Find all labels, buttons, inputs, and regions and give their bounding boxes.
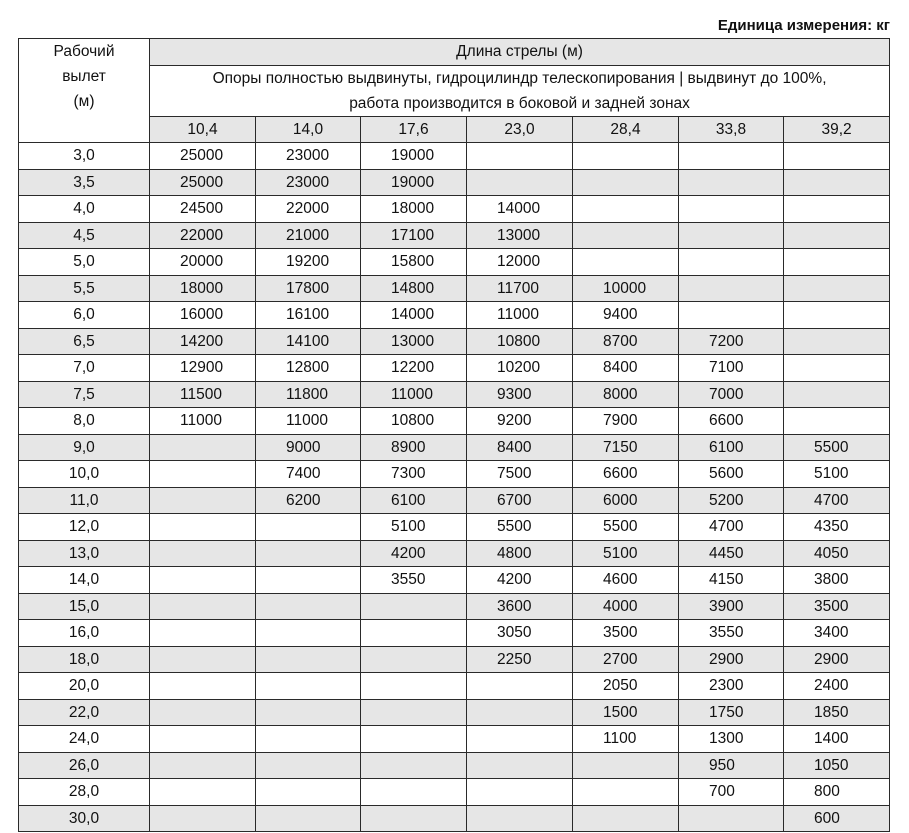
load-value-cell: 14000: [467, 196, 573, 223]
load-value-cell: 22000: [150, 222, 256, 249]
load-value-cell: 3400: [784, 620, 890, 647]
table-row: [19, 514, 890, 541]
load-value-cell: [467, 673, 573, 700]
load-value-cell: 25000: [150, 143, 256, 170]
load-value-cell: 13000: [467, 222, 573, 249]
load-value-cell: 14100: [256, 328, 361, 355]
load-value-cell: [467, 143, 573, 170]
load-value-cell: 4600: [573, 567, 679, 594]
table-row: [19, 222, 890, 249]
load-value-cell: 6100: [679, 434, 784, 461]
load-value-cell: 4050: [784, 540, 890, 567]
load-value-cell: 23000: [256, 169, 361, 196]
load-value-cell: 18000: [361, 196, 467, 223]
load-value-cell: [784, 169, 890, 196]
load-value-cell: 5200: [679, 487, 784, 514]
load-value-cell: [150, 646, 256, 673]
load-value-cell: 1400: [784, 726, 890, 753]
load-value-cell: 1500: [573, 699, 679, 726]
table-row: [19, 673, 890, 700]
load-value-cell: [361, 779, 467, 806]
load-value-cell: 4200: [361, 540, 467, 567]
table-row: [19, 540, 890, 567]
radius-cell: 20,0: [19, 673, 150, 700]
operating-condition: [150, 65, 890, 116]
load-value-cell: 4350: [784, 514, 890, 541]
load-value-cell: [361, 646, 467, 673]
load-value-cell: 6200: [256, 487, 361, 514]
load-value-cell: [150, 461, 256, 488]
load-value-cell: 8400: [467, 434, 573, 461]
load-value-cell: 14200: [150, 328, 256, 355]
radius-header-line3: (м): [73, 93, 95, 110]
table-row: [19, 699, 890, 726]
load-value-cell: 2300: [679, 673, 784, 700]
load-value-cell: 5500: [784, 434, 890, 461]
load-value-cell: 700: [679, 779, 784, 806]
radius-header-line1: Рабочий: [53, 43, 115, 60]
load-value-cell: 1750: [679, 699, 784, 726]
radius-cell: 7,5: [19, 381, 150, 408]
boom-length-col-5: 28,4: [573, 116, 679, 143]
load-value-cell: 11000: [150, 408, 256, 435]
radius-cell: 6,5: [19, 328, 150, 355]
load-value-cell: 6700: [467, 487, 573, 514]
load-value-cell: 7500: [467, 461, 573, 488]
load-value-cell: [150, 620, 256, 647]
load-value-cell: [150, 673, 256, 700]
load-value-cell: 15800: [361, 249, 467, 276]
load-value-cell: 10000: [573, 275, 679, 302]
load-value-cell: 7900: [573, 408, 679, 435]
radius-cell: 24,0: [19, 726, 150, 753]
load-value-cell: [573, 143, 679, 170]
load-value-cell: 7000: [679, 381, 784, 408]
load-value-cell: 3550: [679, 620, 784, 647]
load-value-cell: [361, 752, 467, 779]
load-value-cell: 3550: [361, 567, 467, 594]
load-value-cell: [256, 514, 361, 541]
table-row: [19, 779, 890, 806]
load-value-cell: [784, 408, 890, 435]
load-value-cell: 7400: [256, 461, 361, 488]
radius-cell: 10,0: [19, 461, 150, 488]
load-value-cell: 3500: [573, 620, 679, 647]
radius-header: [19, 39, 150, 143]
load-value-cell: [784, 302, 890, 329]
load-value-cell: 9200: [467, 408, 573, 435]
load-value-cell: 9400: [573, 302, 679, 329]
load-value-cell: 4700: [679, 514, 784, 541]
load-value-cell: [467, 699, 573, 726]
load-value-cell: [573, 805, 679, 832]
load-value-cell: 1050: [784, 752, 890, 779]
radius-cell: 5,0: [19, 249, 150, 276]
radius-cell: 6,0: [19, 302, 150, 329]
load-value-cell: [784, 143, 890, 170]
load-value-cell: 7200: [679, 328, 784, 355]
load-value-cell: 21000: [256, 222, 361, 249]
load-value-cell: 12800: [256, 355, 361, 382]
load-value-cell: [573, 222, 679, 249]
load-value-cell: 14000: [361, 302, 467, 329]
load-value-cell: [150, 540, 256, 567]
load-value-cell: 6100: [361, 487, 467, 514]
load-value-cell: [361, 726, 467, 753]
load-value-cell: [150, 487, 256, 514]
load-value-cell: 16100: [256, 302, 361, 329]
table-row: [19, 355, 890, 382]
radius-cell: 15,0: [19, 593, 150, 620]
load-value-cell: 18000: [150, 275, 256, 302]
load-value-cell: 19000: [361, 143, 467, 170]
load-value-cell: 11000: [361, 381, 467, 408]
load-value-cell: [573, 169, 679, 196]
load-value-cell: 10800: [361, 408, 467, 435]
load-value-cell: 1100: [573, 726, 679, 753]
load-value-cell: 4150: [679, 567, 784, 594]
load-value-cell: [150, 593, 256, 620]
table-row: [19, 143, 890, 170]
load-value-cell: 11000: [256, 408, 361, 435]
load-value-cell: [256, 540, 361, 567]
load-value-cell: [256, 620, 361, 647]
table-row: [19, 461, 890, 488]
load-value-cell: [467, 805, 573, 832]
load-value-cell: 2700: [573, 646, 679, 673]
load-value-cell: 2250: [467, 646, 573, 673]
radius-cell: 14,0: [19, 567, 150, 594]
load-value-cell: [256, 567, 361, 594]
load-value-cell: [150, 805, 256, 832]
load-value-cell: 12900: [150, 355, 256, 382]
load-value-cell: 8700: [573, 328, 679, 355]
load-value-cell: [256, 673, 361, 700]
load-value-cell: 5100: [361, 514, 467, 541]
load-value-cell: [467, 726, 573, 753]
load-value-cell: 19200: [256, 249, 361, 276]
load-value-cell: 24500: [150, 196, 256, 223]
load-value-cell: 13000: [361, 328, 467, 355]
load-value-cell: 20000: [150, 249, 256, 276]
load-value-cell: [256, 805, 361, 832]
radius-cell: 30,0: [19, 805, 150, 832]
load-value-cell: 2050: [573, 673, 679, 700]
load-value-cell: 11000: [467, 302, 573, 329]
table-row: [19, 275, 890, 302]
boom-length-col-4: 23,0: [467, 116, 573, 143]
radius-cell: 13,0: [19, 540, 150, 567]
load-value-cell: 11700: [467, 275, 573, 302]
boom-length-col-2: 14,0: [256, 116, 361, 143]
table-row: [19, 593, 890, 620]
table-row: [19, 408, 890, 435]
load-value-cell: 11800: [256, 381, 361, 408]
boom-length-title: Длина стрелы (м): [150, 39, 890, 66]
load-value-cell: [256, 779, 361, 806]
load-value-cell: 6600: [679, 408, 784, 435]
load-value-cell: [361, 805, 467, 832]
radius-cell: 4,0: [19, 196, 150, 223]
load-value-cell: 10800: [467, 328, 573, 355]
boom-length-col-1: 10,4: [150, 116, 256, 143]
load-value-cell: [150, 726, 256, 753]
load-value-cell: [679, 169, 784, 196]
load-value-cell: 5600: [679, 461, 784, 488]
load-value-cell: 9000: [256, 434, 361, 461]
unit-label: Единица измерения: кг: [717, 17, 890, 34]
load-value-cell: [361, 620, 467, 647]
load-value-cell: 3800: [784, 567, 890, 594]
load-value-cell: 9300: [467, 381, 573, 408]
load-value-cell: 25000: [150, 169, 256, 196]
table-row: [19, 302, 890, 329]
radius-cell: 22,0: [19, 699, 150, 726]
load-value-cell: 11500: [150, 381, 256, 408]
radius-cell: 5,5: [19, 275, 150, 302]
load-value-cell: [150, 434, 256, 461]
radius-cell: 12,0: [19, 514, 150, 541]
load-value-cell: [784, 328, 890, 355]
table-row: [19, 620, 890, 647]
load-value-cell: 3050: [467, 620, 573, 647]
boom-length-col-7: 39,2: [784, 116, 890, 143]
load-value-cell: 3900: [679, 593, 784, 620]
radius-header-line2: вылет: [62, 68, 106, 85]
load-value-cell: [573, 779, 679, 806]
load-value-cell: [361, 593, 467, 620]
load-value-cell: 17100: [361, 222, 467, 249]
load-value-cell: 4800: [467, 540, 573, 567]
load-value-cell: [784, 355, 890, 382]
load-value-cell: [256, 593, 361, 620]
load-value-cell: [573, 752, 679, 779]
table-row: [19, 752, 890, 779]
radius-cell: 8,0: [19, 408, 150, 435]
boom-length-col-3: 17,6: [361, 116, 467, 143]
load-value-cell: [256, 646, 361, 673]
load-value-cell: 8000: [573, 381, 679, 408]
load-value-cell: [256, 699, 361, 726]
table-row: [19, 646, 890, 673]
load-value-cell: 3600: [467, 593, 573, 620]
load-value-cell: 17800: [256, 275, 361, 302]
radius-cell: 3,0: [19, 143, 150, 170]
radius-cell: 16,0: [19, 620, 150, 647]
load-value-cell: 800: [784, 779, 890, 806]
load-value-cell: [784, 275, 890, 302]
load-value-cell: 3500: [784, 593, 890, 620]
load-value-cell: 4700: [784, 487, 890, 514]
table-row: [19, 196, 890, 223]
load-value-cell: [256, 726, 361, 753]
load-value-cell: [150, 567, 256, 594]
load-value-cell: [467, 779, 573, 806]
load-value-cell: [467, 169, 573, 196]
load-value-cell: [784, 196, 890, 223]
load-chart-table: [18, 38, 890, 832]
condition-line2: работа производится в боковой и задней зонах: [349, 94, 690, 112]
load-value-cell: 23000: [256, 143, 361, 170]
load-value-cell: 22000: [256, 196, 361, 223]
load-value-cell: [573, 249, 679, 276]
load-value-cell: [150, 699, 256, 726]
load-value-cell: [679, 805, 784, 832]
load-value-cell: [256, 752, 361, 779]
load-value-cell: 950: [679, 752, 784, 779]
radius-cell: 4,5: [19, 222, 150, 249]
radius-cell: 3,5: [19, 169, 150, 196]
load-value-cell: 1300: [679, 726, 784, 753]
load-value-cell: [679, 275, 784, 302]
load-value-cell: 8900: [361, 434, 467, 461]
boom-length-col-6: 33,8: [679, 116, 784, 143]
load-value-cell: 19000: [361, 169, 467, 196]
load-value-cell: 6000: [573, 487, 679, 514]
radius-cell: 28,0: [19, 779, 150, 806]
load-value-cell: 1850: [784, 699, 890, 726]
load-value-cell: [361, 699, 467, 726]
radius-cell: 11,0: [19, 487, 150, 514]
load-value-cell: [679, 196, 784, 223]
load-value-cell: [467, 752, 573, 779]
table-row: [19, 328, 890, 355]
load-value-cell: 16000: [150, 302, 256, 329]
load-value-cell: [679, 143, 784, 170]
load-value-cell: 5500: [573, 514, 679, 541]
load-value-cell: [150, 752, 256, 779]
load-value-cell: [784, 249, 890, 276]
load-value-cell: 7300: [361, 461, 467, 488]
table-row: [19, 434, 890, 461]
load-value-cell: 4450: [679, 540, 784, 567]
load-value-cell: [679, 222, 784, 249]
load-value-cell: [361, 673, 467, 700]
load-value-cell: 6600: [573, 461, 679, 488]
table-row: [19, 169, 890, 196]
load-value-cell: 8400: [573, 355, 679, 382]
load-value-cell: [784, 381, 890, 408]
load-value-cell: 7100: [679, 355, 784, 382]
load-value-cell: 4000: [573, 593, 679, 620]
load-value-cell: [150, 779, 256, 806]
load-value-cell: [679, 302, 784, 329]
load-value-cell: 2400: [784, 673, 890, 700]
load-value-cell: [784, 222, 890, 249]
load-value-cell: 2900: [679, 646, 784, 673]
radius-cell: 18,0: [19, 646, 150, 673]
load-value-cell: 2900: [784, 646, 890, 673]
load-value-cell: 12000: [467, 249, 573, 276]
table-row: [19, 805, 890, 832]
table-row: [19, 567, 890, 594]
radius-cell: 7,0: [19, 355, 150, 382]
radius-cell: 9,0: [19, 434, 150, 461]
load-value-cell: 5100: [573, 540, 679, 567]
radius-cell: 26,0: [19, 752, 150, 779]
load-value-cell: [679, 249, 784, 276]
load-value-cell: 600: [784, 805, 890, 832]
table-row: [19, 249, 890, 276]
load-value-cell: 7150: [573, 434, 679, 461]
load-value-cell: [573, 196, 679, 223]
table-row: [19, 381, 890, 408]
table-row: [19, 487, 890, 514]
load-value-cell: [150, 514, 256, 541]
load-value-cell: 5500: [467, 514, 573, 541]
table-row: [19, 726, 890, 753]
condition-line1: Опоры полностью выдвинуты, гидроцилиндр телескопирования | выдвинут до 100%,: [212, 69, 827, 87]
load-value-cell: 10200: [467, 355, 573, 382]
load-value-cell: 5100: [784, 461, 890, 488]
load-value-cell: 14800: [361, 275, 467, 302]
load-value-cell: 12200: [361, 355, 467, 382]
load-value-cell: 4200: [467, 567, 573, 594]
